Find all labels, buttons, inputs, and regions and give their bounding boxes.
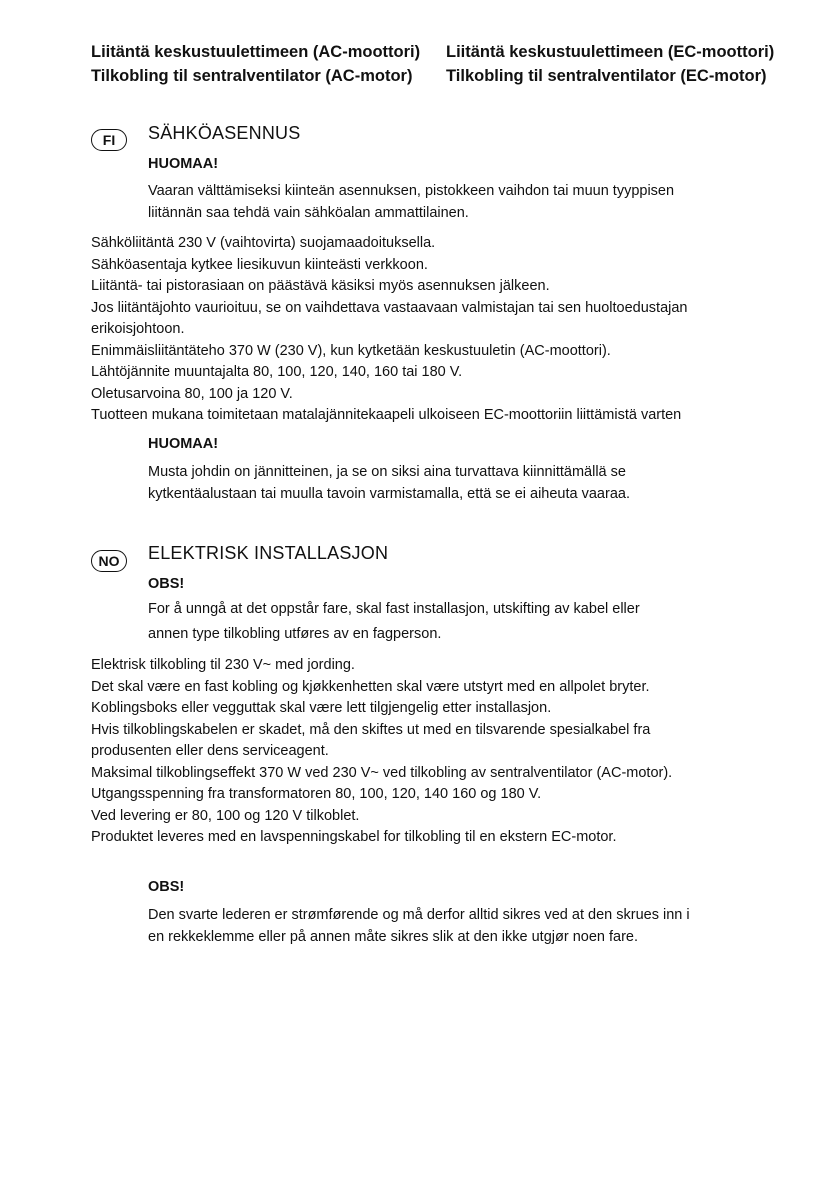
note-label-no-2: OBS! (148, 879, 185, 895)
body-line: Tuotteen mukana toimitetaan matalajännitekaapeli ulkoiseen EC-moottoriin liittämistä varten (91, 407, 682, 423)
body-line: Elektrisk tilkobling til 230 V~ med jording. (91, 657, 355, 673)
body-line: Lähtöjännite muuntajalta 80, 100, 120, 140, 160 tai 180 V. (91, 364, 463, 380)
body-line: Ved levering er 80, 100 og 120 V tilkoblet. (91, 807, 360, 824)
body-line: Oletusarvoina 80, 100 ja 120 V. (91, 385, 293, 402)
note-text-fi-1 (148, 181, 768, 224)
body-line: erikoisjohtoon. (91, 321, 185, 337)
header-left-no: Tilkobling til sentralventilator (AC-motor) (91, 67, 413, 85)
note-label-fi-2: HUOMAA! (148, 436, 219, 452)
section-title-fi: SÄHKÖASENNUS (148, 123, 301, 143)
header-right (446, 40, 774, 88)
body-line: Sähköasentaja kytkee liesikuvun kiinteästi verkkoon. (91, 256, 428, 273)
note-label-fi-1: HUOMAA! (148, 156, 219, 172)
note-line: For å unngå at det oppstår fare, skal fast installasjon, utskifting av kabel eller (148, 601, 640, 617)
language-badge-fi: FI (91, 129, 127, 151)
header-left (91, 40, 420, 88)
note-line: en rekkeklemme eller på annen måte sikres slik at den ikke utgjør noen fare. (148, 928, 639, 945)
body-text-fi (91, 233, 791, 427)
note-text-fi-2 (148, 462, 768, 505)
note-line: Musta johdin on jännitteinen, ja se on siksi aina turvattava kiinnittämällä se (148, 464, 626, 480)
header-right-fi: Liitäntä keskustuulettimeen (EC-moottori) (446, 43, 775, 61)
header-right-no: Tilkobling til sentralventilator (EC-motor) (446, 67, 767, 85)
note-line: Vaaran välttämiseksi kiinteän asennuksen, pistokkeen vaihdon tai muun tyyppisen (148, 183, 675, 199)
language-badge-no: NO (91, 550, 127, 572)
note-line: liitännän saa tehdä vain sähköalan ammattilainen. (148, 204, 469, 221)
body-line: Utgangsspenning fra transformatoren 80, 100, 120, 140 160 og 180 V. (91, 786, 542, 802)
header-left-fi: Liitäntä keskustuulettimeen (AC-moottori) (91, 43, 421, 61)
body-line: Produktet leveres med en lavspenningskabel for tilkobling til en ekstern EC-motor. (91, 829, 617, 845)
body-text-no (91, 655, 791, 849)
body-line: Det skal være en fast kobling og kjøkkenhetten skal være utstyrt med en allpolet bryter. (91, 678, 650, 695)
note-label-no-1: OBS! (148, 576, 185, 592)
note-line: kytkentäalustaan tai muulla tavoin varmistamalla, että se ei aiheuta vaaraa. (148, 485, 630, 502)
body-line: Koblingsboks eller vegguttak skal være lett tilgjengelig etter installasjon. (91, 700, 552, 716)
body-line: Enimmäisliitäntäteho 370 W (230 V), kun kytketään keskustuuletin (AC-moottori). (91, 342, 611, 359)
note-line: annen type tilkobling utføres av en fagperson. (148, 625, 442, 642)
body-line: Hvis tilkoblingskabelen er skadet, må den skiftes ut med en tilsvarende spesialkabel fra (91, 721, 651, 738)
body-line: Maksimal tilkoblingseffekt 370 W ved 230 V~ ved tilkobling av sentralventilator (AC-motor). (91, 764, 673, 781)
note-text-no-1 (148, 599, 768, 645)
note-line: Den svarte lederen er strømførende og må derfor alltid sikres ved at den skrues inn i (148, 907, 690, 923)
body-line: Sähköliitäntä 230 V (vaihtovirta) suojamaadoituksella. (91, 235, 436, 251)
body-line: Liitäntä- tai pistorasiaan on päästävä käsiksi myös asennuksen jälkeen. (91, 278, 550, 294)
body-line: produsenten eller dens serviceagent. (91, 743, 329, 759)
body-line: Jos liitäntäjohto vaurioituu, se on vaihdettava vastaavaan valmistajan tai sen huoltoedustajan (91, 299, 688, 316)
note-text-no-2 (148, 905, 768, 948)
section-title-no: ELEKTRISK INSTALLASJON (148, 543, 389, 563)
